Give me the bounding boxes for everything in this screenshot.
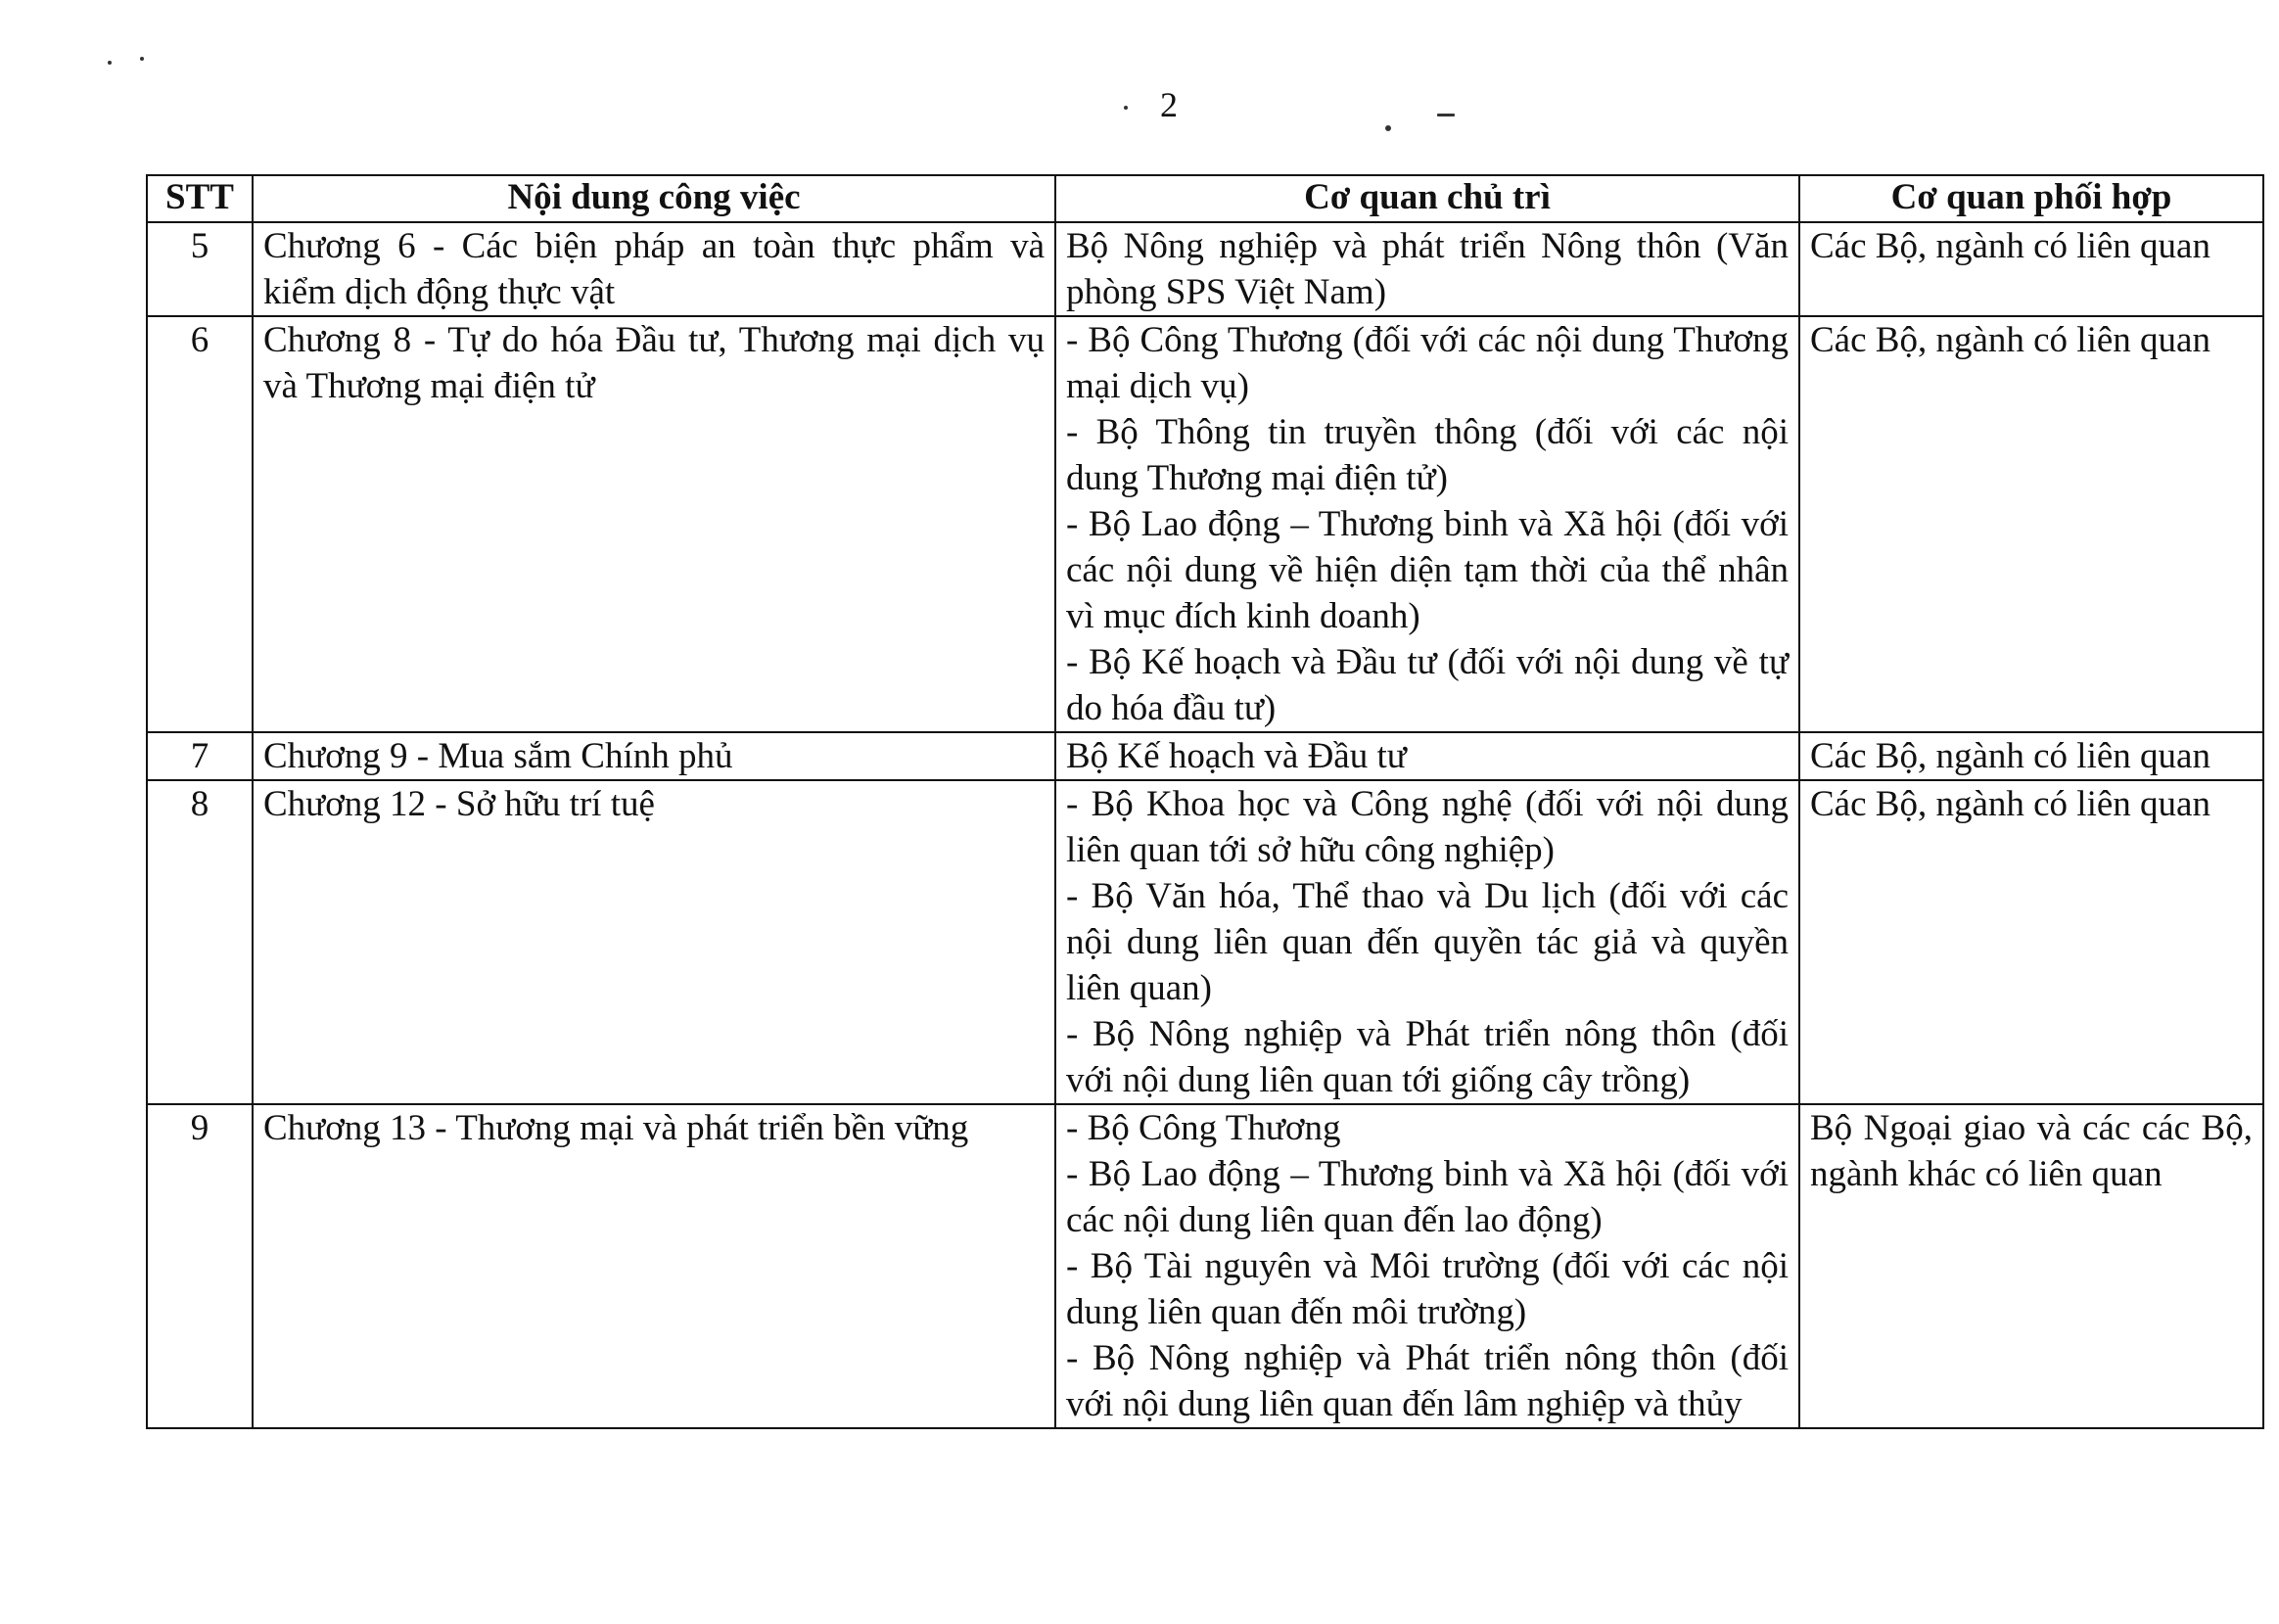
lead-agency-line: - Bộ Nông nghiệp và Phát triển nông thôn (đối với nội dung liên quan đến lâm nghiệp và thủy: [1066, 1338, 1789, 1424]
lead-agency-line: - Bộ Thông tin truyền thông (đối với các nội dung Thương mại điện tử): [1066, 412, 1789, 498]
row-coordinating-agency: Các Bộ, ngành có liên quan: [1799, 222, 2263, 316]
lead-agency-line: - Bộ Công Thương: [1066, 1108, 1341, 1148]
lead-agency-line: - Bộ Lao động – Thương binh và Xã hội (đối với các nội dung về hiện diện tạm thời của thể nhân vì mục đích kinh doanh): [1066, 504, 1789, 636]
row-lead-agency: [1055, 222, 1799, 316]
lead-agency-line: Bộ Kế hoạch và Đầu tư: [1066, 736, 1407, 776]
row-lead-agency: [1055, 732, 1799, 780]
table-row: [147, 316, 2263, 732]
lead-agency-line: - Bộ Khoa học và Công nghệ (đối với nội dung liên quan tới sở hữu công nghiệp): [1066, 784, 1789, 870]
row-coordinating-agency: Các Bộ, ngành có liên quan: [1799, 732, 2263, 780]
header-coordinating-agency: Cơ quan phối hợp: [1799, 175, 2263, 222]
scan-speck: [140, 57, 144, 61]
lead-agency-line: - Bộ Kế hoạch và Đầu tư (đối với nội dung về tự do hóa đầu tư): [1066, 642, 1789, 728]
row-content: Chương 12 - Sở hữu trí tuệ: [253, 780, 1055, 1104]
lead-agency-line: - Bộ Nông nghiệp và Phát triển nông thôn (đối với nội dung liên quan tới giống cây trồng): [1066, 1014, 1789, 1100]
lead-agency-line: - Bộ Văn hóa, Thể thao và Du lịch (đối với các nội dung liên quan đến quyền tác giả và quyền liên quan): [1066, 876, 1789, 1008]
row-lead-agency: [1055, 1104, 1799, 1428]
row-lead-agency: [1055, 316, 1799, 732]
row-content: Chương 8 - Tự do hóa Đầu tư, Thương mại dịch vụ và Thương mại điện tử: [253, 316, 1055, 732]
row-coordinating-agency: Các Bộ, ngành có liên quan: [1799, 780, 2263, 1104]
row-number: 9: [147, 1104, 253, 1428]
lead-agency-line: - Bộ Tài nguyên và Môi trường (đối với các nội dung liên quan đến môi trường): [1066, 1246, 1789, 1332]
header-stt: STT: [147, 175, 253, 222]
scan-speck: [1437, 114, 1455, 116]
lead-agency-line: - Bộ Lao động – Thương binh và Xã hội (đối với các nội dung liên quan đến lao động): [1066, 1154, 1789, 1240]
row-content: Chương 6 - Các biện pháp an toàn thực phẩm và kiểm dịch động thực vật: [253, 222, 1055, 316]
table-row: [147, 780, 2263, 1104]
table-header-row: [147, 175, 2263, 222]
row-number: 8: [147, 780, 253, 1104]
row-lead-agency: [1055, 780, 1799, 1104]
table-row: [147, 732, 2263, 780]
document-table: [146, 174, 2264, 1429]
header-lead-agency: Cơ quan chủ trì: [1055, 175, 1799, 222]
header-content: Nội dung công việc: [253, 175, 1055, 222]
lead-agency-line: - Bộ Công Thương (đối với các nội dung Thương mại dịch vụ): [1066, 320, 1789, 406]
row-content: Chương 9 - Mua sắm Chính phủ: [253, 732, 1055, 780]
page-number: 2: [1160, 85, 1178, 124]
lead-agency-line: Bộ Nông nghiệp và phát triển Nông thôn (Văn phòng SPS Việt Nam): [1066, 226, 1789, 312]
row-number: 5: [147, 222, 253, 316]
row-number: 6: [147, 316, 253, 732]
scan-speck: [108, 61, 112, 65]
row-coordinating-agency: Các Bộ, ngành có liên quan: [1799, 316, 2263, 732]
row-content: Chương 13 - Thương mại và phát triển bền vững: [253, 1104, 1055, 1428]
table-row: [147, 222, 2263, 316]
scan-speck: [1124, 106, 1128, 110]
scan-speck: [1385, 125, 1391, 131]
table-row: [147, 1104, 2263, 1428]
row-number: 7: [147, 732, 253, 780]
row-coordinating-agency: Bộ Ngoại giao và các các Bộ, ngành khác có liên quan: [1799, 1104, 2263, 1428]
